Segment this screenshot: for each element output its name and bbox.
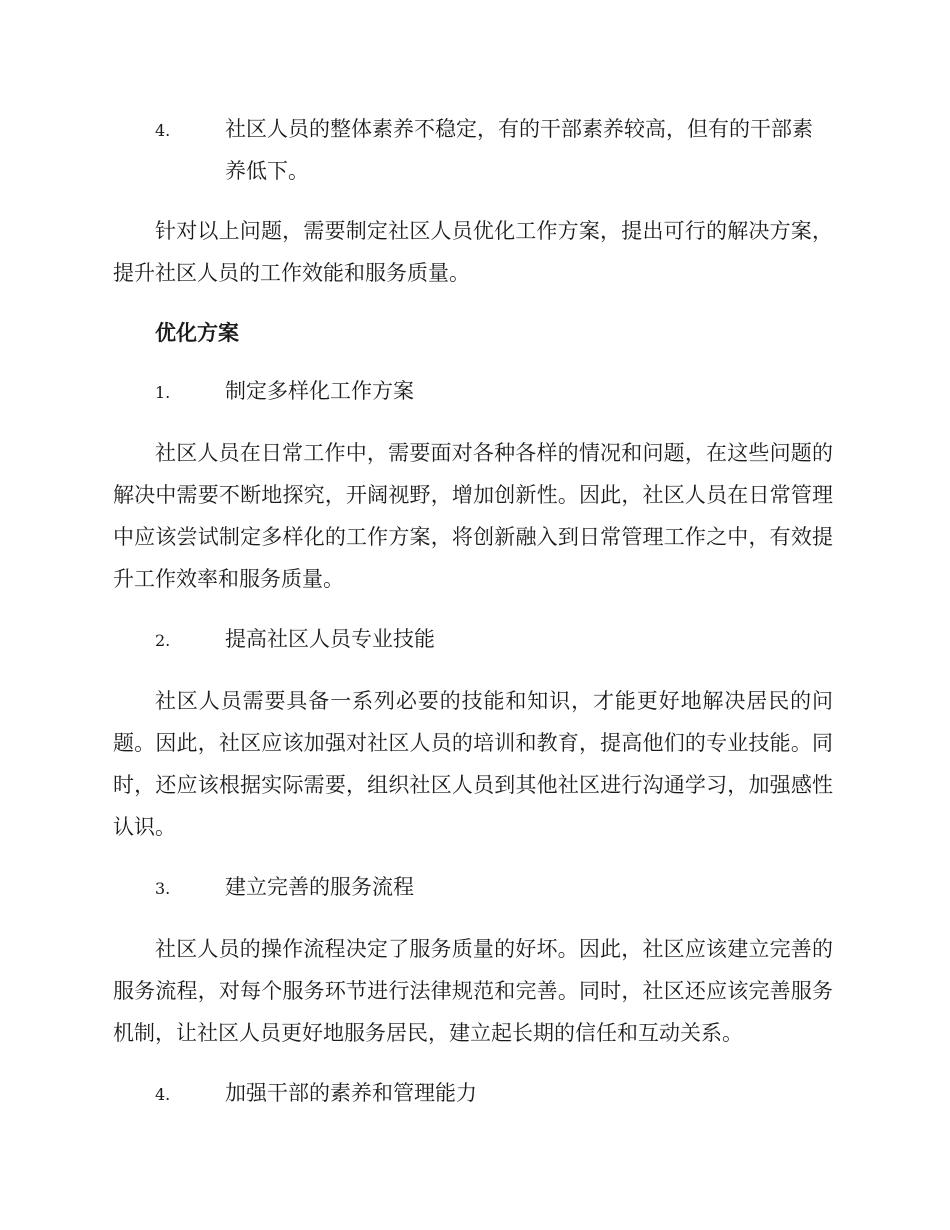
item-2-paragraph: 社区人员需要具备一系列必要的技能和知识，才能更好地解决居民的问题。因此，社区应该加强对社区人员的培训和教育，提高他们的专业技能。同时，还应该根据实际需要，组织社区人员到其他社区进行沟通学习，加强感性认识。 [113,689,833,839]
list-number: 4. [155,1085,171,1104]
section-heading: 优化方案 [155,321,239,345]
list-number: 3. [155,879,171,898]
list-title: 建立完善的服务流程 [225,875,414,899]
list-item-1 [113,370,833,414]
list-item-4 [113,1072,833,1116]
list-title: 加强干部的素养和管理能力 [225,1081,477,1105]
list-title: 提高社区人员专业技能 [225,627,435,651]
list-title: 制定多样化工作方案 [225,379,414,403]
list-number: 4. [155,121,171,140]
item-3-paragraph: 社区人员的操作流程决定了服务质量的好坏。因此，社区应该建立完善的服务流程，对每个服务环节进行法律规范和完善。同时，社区还应该完善服务机制，让社区人员更好地服务居民，建立起长期的信任和互动关系。 [113,937,833,1045]
list-text: 社区人员的整体素养不稳定，有的干部素养较高，但有的干部素养低下。 [225,117,813,183]
list-item-3 [113,866,833,910]
item-1-paragraph: 社区人员在日常工作中，需要面对各种各样的情况和问题，在这些问题的解决中需要不断地探究，开阔视野，增加创新性。因此，社区人员在日常管理中应该尝试制定多样化的工作方案，将创新融入到日常管理工作之中，有效提升工作效率和服务质量。 [113,441,833,591]
intro-paragraph: 针对以上问题，需要制定社区人员优化工作方案，提出可行的解决方案，提升社区人员的工作效能和服务质量。 [113,219,833,285]
list-number: 2. [155,631,171,650]
list-number: 1. [155,383,171,402]
document-page [113,108,833,1134]
list-item-2 [113,618,833,662]
list-item-prev-4 [113,108,833,192]
